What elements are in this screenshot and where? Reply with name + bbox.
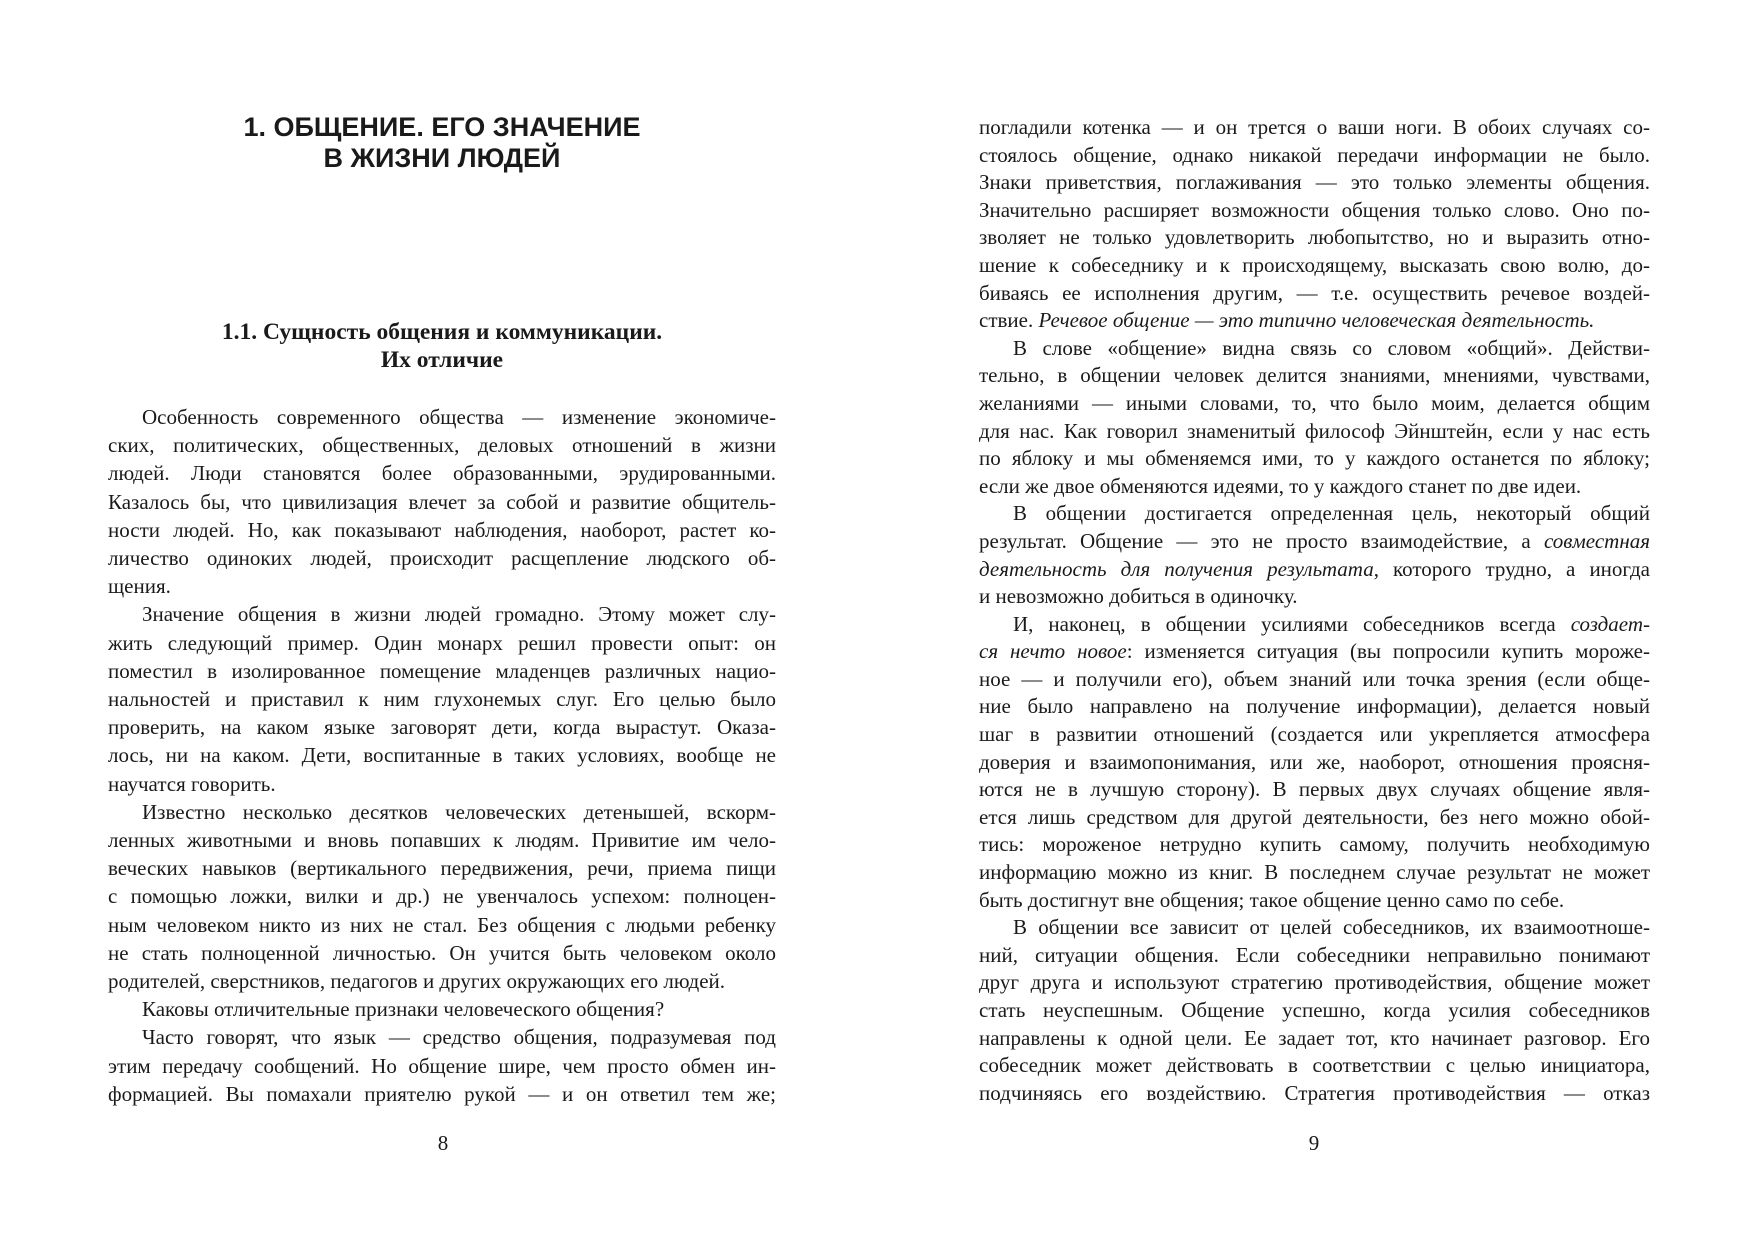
text-line: не стать полноценной личностью. Он учится быть человеком около <box>108 940 776 965</box>
paragraph <box>979 335 1650 501</box>
text-line: Часто говорят, что язык — средство общения, подразумевая под <box>142 1025 776 1050</box>
text-line: собеседник может действовать в соответствии с целью инициатора, <box>979 1053 1650 1078</box>
text-line <box>979 638 1650 666</box>
text-line: направлены к одной цели. Ее задает тот, кто начинает разговор. Его <box>979 1025 1650 1050</box>
text-line: стоялось общение, однако никакой передачи информации не было. <box>979 142 1650 167</box>
italic-emphasis: совместная <box>1543 528 1650 553</box>
text-line: веческих навыков (вертикального передвижения, речи, приема пищи <box>108 856 776 881</box>
section-heading-line: Их отличие <box>380 347 504 373</box>
text-line: жить следующий пример. Один монарх решил провести опыт: он <box>108 630 776 655</box>
text-line: лось, ни на каком. Дети, воспитанные в таких условиях, вообще не <box>108 743 776 768</box>
text-line: научатся говорить. <box>108 771 276 796</box>
text-line: друг друга и используют стратегию противодействия, общение может <box>979 970 1650 995</box>
text-line: тись: мороженое нетрудно купить самому, получить необходимую <box>979 832 1650 857</box>
italic-emphasis: ся нечто новое <box>979 639 1127 664</box>
text-line: и невозможно добиться в одиночку. <box>979 584 1298 609</box>
text-span: И, наконец, в общении усилиями собеседников всегда <box>1013 611 1571 636</box>
text-line: ности людей. Но, как показывают наблюдения, наоборот, растет ко- <box>108 517 776 542</box>
text-line: стать неуспешным. Общение успешно, когда усилия собеседников <box>979 998 1650 1022</box>
paragraph <box>979 500 1650 610</box>
text-line: В общении все зависит от целей собеседников, их взаимоотноше- <box>1013 915 1650 940</box>
section-heading-line: 1.1. Сущность общения и коммуникации. <box>221 319 663 345</box>
text-line: если же двое обменяются идеями, то у каждого станет по две идеи. <box>979 473 1582 498</box>
text-span: ствие. <box>979 308 1039 333</box>
text-line: ленных животными и вновь попавших к людям. Привитие им чело- <box>108 828 776 853</box>
text-line: В общении достигается определенная цель, некоторый общий <box>1013 501 1650 526</box>
text-line: щения. <box>108 574 171 599</box>
text-line: тельно, в общении человек делится знаниями, мнениями, чувствами, <box>979 363 1650 388</box>
text-span: результат. Общение — это не просто взаимодействие, а <box>979 528 1544 553</box>
text-line: ются не в лучшую сторону). В первых двух случаях общение явля- <box>979 777 1650 802</box>
text-line: с помощью ложки, вилки и др.) не увенчалось успехом: полноцен- <box>108 884 776 909</box>
text-line: Известно несколько десятков человеческих детенышей, вскорм- <box>142 799 776 824</box>
text-line: формацией. Вы помахали приятелю рукой — и он ответил тем же; <box>108 1081 776 1106</box>
italic-emphasis: Речевое общение — это типично человеческая деятельность. <box>1038 308 1595 333</box>
page-number-right: 9 <box>1308 1131 1320 1155</box>
paragraph <box>979 114 1650 335</box>
paragraph <box>979 914 1650 1107</box>
text-line: для нас. Как говорил знаменитый философ Эйнштейн, если у нас есть <box>979 418 1650 443</box>
text-line: доверия и взаимопонимания, или же, наоборот, отношения проясня- <box>979 749 1650 774</box>
text-line: информацию можно из книг. В последнем случае результат не может <box>979 860 1650 885</box>
page-number-left: 8 <box>437 1131 449 1155</box>
text-line: Значительно расширяет возможности общения только слово. Оно по- <box>979 197 1650 222</box>
italic-emphasis: деятельность для получения результата <box>979 556 1374 581</box>
text-span: : изменяется ситуация (вы попросили купить мороже- <box>1126 639 1650 664</box>
text-line: Значение общения в жизни людей громадно. Этому может слу- <box>142 602 776 627</box>
section-heading <box>108 318 776 374</box>
text-line: Особенность современного общества — изменение экономиче- <box>142 405 776 429</box>
text-line: быть достигнут вне общения; такое общение ценно само по себе. <box>979 887 1565 912</box>
text-line: людей. Люди становятся более образованными, эрудированными. <box>108 461 776 486</box>
text-line: родителей, сверстников, педагогов и других окружающих его людей. <box>108 969 726 994</box>
text-line <box>979 611 1650 639</box>
text-line: погладили котенка — и он трется о ваши ноги. В обоих случаях со- <box>979 115 1650 139</box>
text-line: желаниями — иными словами, то, что было моим, делается общим <box>979 390 1650 415</box>
text-line: ное — и получили его), объем знаний или точка зрения (если обще- <box>979 666 1650 691</box>
text-line: шаг в развитии отношений (создается или укрепляется атмосфера <box>979 722 1650 747</box>
paragraph <box>108 403 776 600</box>
text-line: шение к собеседнику и к происходящему, высказать свою волю, до- <box>979 252 1650 277</box>
text-line: подчиняясь его воздействию. Стратегия противодействия — отказ <box>979 1080 1650 1105</box>
paragraph <box>979 611 1650 915</box>
text-line: ным человеком никто из них не стал. Без общения с людьми ребенку <box>108 912 776 937</box>
text-line <box>979 556 1650 584</box>
text-line: ний, ситуации общения. Если собеседники неправильно понимают <box>979 942 1650 967</box>
text-line <box>979 307 1650 335</box>
italic-emphasis: создает- <box>1570 611 1650 636</box>
text-line: Казалось бы, что цивилизация влечет за собой и развитие общитель- <box>108 489 776 514</box>
paragraph <box>108 1023 776 1108</box>
paragraph <box>108 995 776 1023</box>
text-span: , которого трудно, а иногда <box>1373 556 1650 581</box>
text-line: личество одиноких людей, происходит расщепление людского об- <box>108 546 776 571</box>
text-line: ется лишь средством для другой деятельности, без него можно обой- <box>979 804 1650 829</box>
text-line: ние было направлено на получение информации), делается новый <box>979 694 1650 719</box>
chapter-heading-line: 1. ОБЩЕНИЕ. ЕГО ЗНАЧЕНИЕ <box>243 112 641 142</box>
text-line: ских, политических, общественных, деловых отношений в жизни <box>108 433 776 458</box>
text-line: В слове «общение» видна связь со словом «общий». Действи- <box>1013 335 1650 360</box>
text-line: нальностей и приставил к ним глухонемых слуг. Его целью было <box>108 687 776 712</box>
text-line: Каковы отличительные признаки человеческого общения? <box>142 997 665 1022</box>
text-line: по яблоку и мы обменяемся ими, то у каждого останется по яблоку; <box>979 446 1650 471</box>
page-body <box>108 403 776 1108</box>
paragraph <box>108 798 776 995</box>
page-body <box>979 114 1650 1107</box>
text-line: биваясь ее исполнения другим, — т.е. осуществить речевое воздей- <box>979 280 1650 305</box>
text-line: поместил в изолированное помещение младенцев различных нацио- <box>108 658 776 683</box>
chapter-heading-line: В ЖИЗНИ ЛЮДЕЙ <box>323 143 561 173</box>
paragraph <box>108 600 776 797</box>
text-line: этим передачу сообщений. Но общение шире, чем просто обмен ин- <box>108 1053 776 1078</box>
text-line: Знаки приветствия, поглаживания — это только элементы общения. <box>979 170 1650 195</box>
chapter-heading <box>108 112 776 174</box>
text-line: зволяет не только удовлетворить любопытство, но и выразить отно- <box>979 225 1650 250</box>
text-line <box>979 528 1650 556</box>
text-line: проверить, на каком языке заговорят дети, когда вырастут. Оказа- <box>108 715 776 740</box>
